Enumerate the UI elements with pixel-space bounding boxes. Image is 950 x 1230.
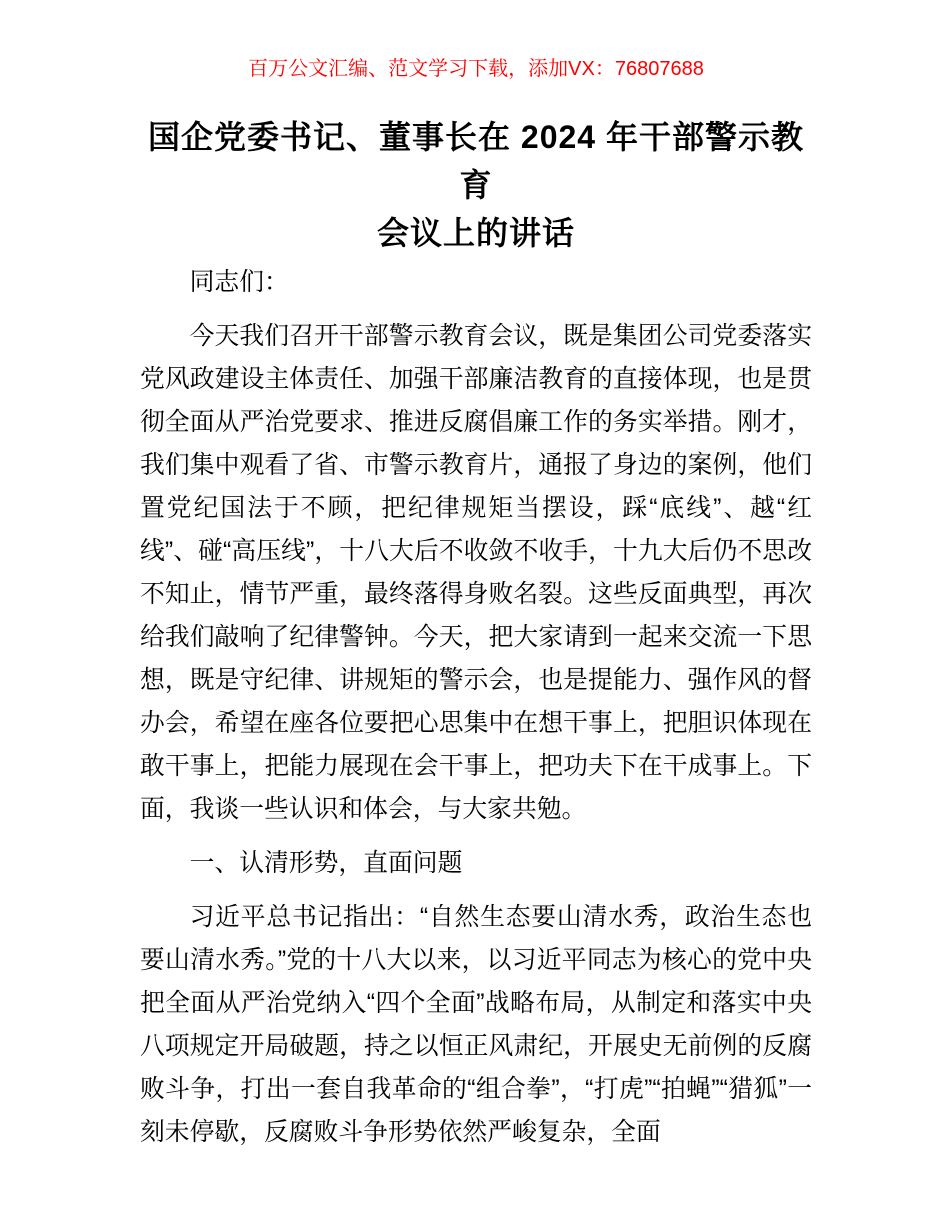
paragraph-salutation: 同志们： bbox=[189, 269, 289, 296]
document-body bbox=[140, 261, 812, 1154]
document-title bbox=[140, 113, 812, 257]
title-line-1: 国企党委书记、董事长在 2024 年干部警示教育 bbox=[148, 119, 804, 203]
paragraph-section-1: 习近平总书记指出：“自然生态要山清水秀，政治生态也要山清水秀。”党的十八大以来，以习近平同志为核心的党中央把全面从严治党纳入“四个全面”战略布局，从制定和落实中央八项规定开局破题，持之以恒正风肃纪，开展史无前例的反腐败斗争，打出一套自我革命的“组合拳”，“打虎”“拍蝇”“猎狐”一刻未停歇，反腐败斗争形势依然严峻复杂，全面 bbox=[140, 904, 813, 1146]
paragraph-intro: 今天我们召开干部警示教育会议，既是集团公司党委落实党风政建设主体责任、加强干部廉洁教育的直接体现，也是贯彻全面从严治党要求、推进反腐倡廉工作的务实举措。刚才，我们集中观看了省、市警示教育片，通报了身边的案例，他们置党纪国法于不顾，把纪律规矩当摆设，踩“底线”、越“红线”、碰“高压线”，十八大后不收敛不收手，十九大后仍不思改不知止，情节严重，最终落得身败名裂。这些反面典型，再次给我们敲响了纪律警钟。今天，把大家请到一起来交流一下思想，既是守纪律、讲规矩的警示会，也是提能力、强作风的督办会，希望在座各位要把心思集中在想干事上，把胆识体现在敢干事上，把能力展现在会干事上，把功夫下在干成事上。下面，我谈一些认识和体会，与大家共勉。 bbox=[140, 323, 812, 823]
title-line-2: 会议上的讲话 bbox=[376, 215, 575, 251]
header-notice: 百万公文汇编、范文学习下载，添加VX：76807688 bbox=[248, 58, 704, 80]
section-heading-1: 一、认清形势，直面问题 bbox=[189, 850, 463, 877]
